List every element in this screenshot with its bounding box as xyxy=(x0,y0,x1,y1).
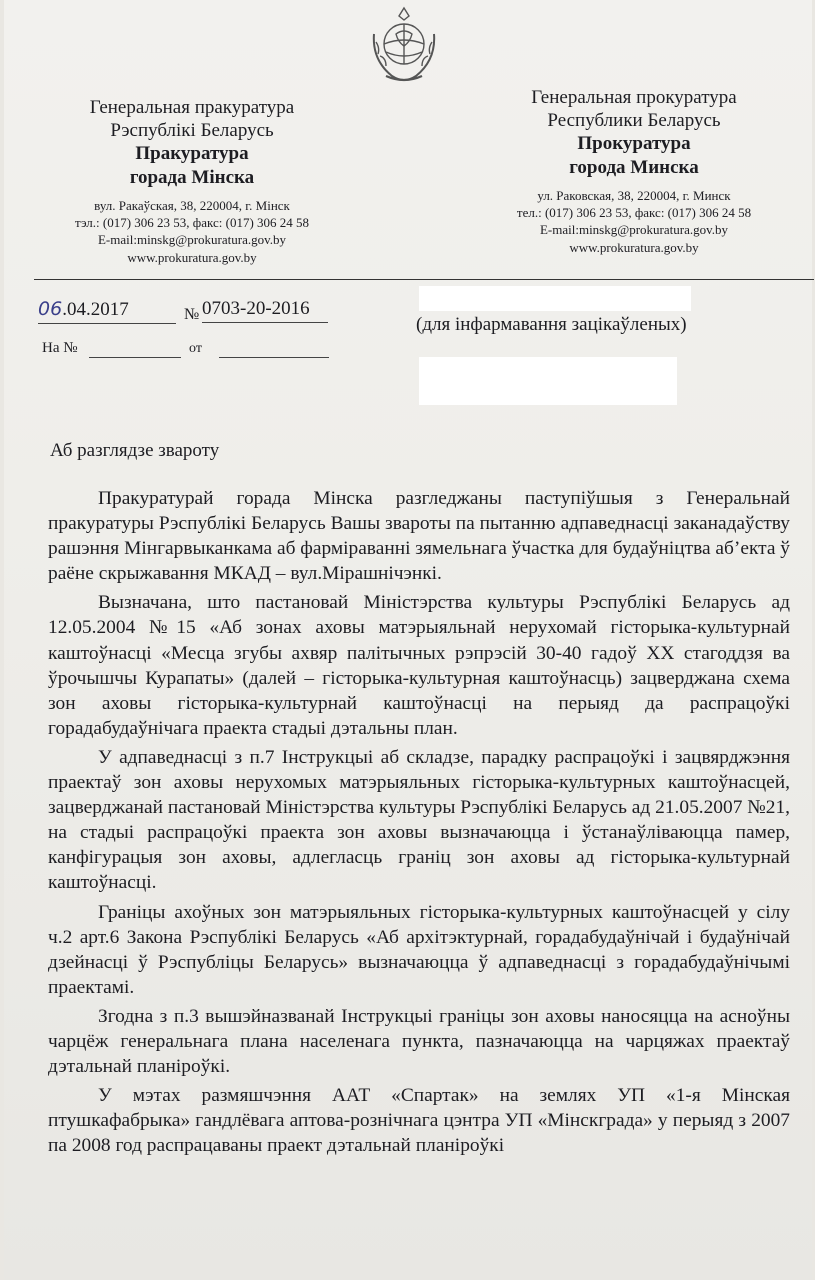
redaction-box xyxy=(419,357,677,405)
redaction-box xyxy=(419,286,691,311)
org-name-line: Рэспублікі Беларусь xyxy=(110,120,274,142)
org-title-line: горада Мінска xyxy=(129,166,255,188)
org-name-line: Республики Беларусь xyxy=(547,110,721,132)
document-page xyxy=(4,0,812,1280)
header-divider xyxy=(34,279,814,280)
org-name-line: Генеральная прокуратура xyxy=(531,87,737,108)
letter-body xyxy=(48,486,790,1158)
org-email: E-mail:minskg@prokuratura.gov.by xyxy=(97,232,287,248)
document-date xyxy=(38,298,176,324)
paragraph: Вызначана, што пастановай Міністэрства культуры Рэспублікі Беларусь ад 12.05.2004 №15 «Аб зонах аховы матэрыяльнай нерухомай гісторыка-культурнай каштоўнасці «Месца згубы ахвяр палітычных рэпрэсій 30-40 гадоў XX стагоддзя ва ўрочышчы Курапаты» (далей – гісторыка-культурная каштоўнасць) зацверджана схема зон аховы гісторыка-культурнай каштоўнасці на перыяд да распрацоўкі горадабудаўнічага праекта стадыі дэтальны план. xyxy=(48,592,790,739)
org-website: www.prokuratura.gov.by xyxy=(569,239,699,255)
reference-blank xyxy=(89,357,181,358)
org-website: www.prokuratura.gov.by xyxy=(127,249,257,265)
org-title-line: города Минска xyxy=(569,156,699,178)
date-month-year: .04.2017 xyxy=(62,299,129,320)
from-blank xyxy=(219,357,329,358)
org-email: E-mail:minskg@prokuratura.gov.by xyxy=(539,222,729,238)
reference-label: На № xyxy=(42,340,78,356)
org-phone: тэл.: (017) 306 23 53, факс: (017) 306 24 58 xyxy=(74,214,310,230)
paragraph: Граніцы ахоўных зон матэрыяльных гісторыка-культурных каштоўнасцей у сілу ч.2 арт.6 Закона Рэспублікі Беларусь «Аб архітэктурнай, горадабудаўнічай і будаўнічай дзейнасці ў Рэспубліцы Беларусь» вызначаюцца ў адпаведнасці з горадабудаўнічымі праектамі. xyxy=(48,901,790,998)
org-phone: тел.: (017) 306 23 53, факс: (017) 306 24 58 xyxy=(516,204,752,220)
paragraph: Пракуратурай горада Мінска разгледжаны паступіўшыя з Генеральнай пракуратуры Рэспублікі Беларусь Вашы звароты па пытанню адпаведнасці заканадаўству рашэння Мінгарвыканкама аб фарміраванні зямельнага ўчастка для будаўніцтва аб’екта ў раёне скрыжавання МКАД – вул.Мірашнічэнкі. xyxy=(48,488,790,585)
from-label: от xyxy=(189,341,202,356)
header-russian xyxy=(474,86,794,256)
state-emblem-icon xyxy=(366,4,442,84)
org-address: вул. Ракаўская, 38, 220004, г. Мінск xyxy=(94,197,290,213)
header-belarusian xyxy=(44,96,340,266)
org-title-line: Прокуратура xyxy=(577,133,691,155)
addressee-note: (для інфармавання зацікаўленых) xyxy=(416,314,687,335)
letter-subject: Аб разглядзе звароту xyxy=(50,440,220,461)
number-label: № xyxy=(184,306,200,323)
registration-number: 0703-20-2016 xyxy=(202,298,328,323)
org-title-line: Пракуратура xyxy=(135,143,249,165)
org-address: ул. Раковская, 38, 220004, г. Минск xyxy=(537,187,731,203)
paragraph: Згодна з п.3 вышэйназванай Інструкцыі граніцы зон аховы наносяцца на асноўны чарцёж генеральнага плана населенага пункта, пазначаюцца на чарцяжах праектаў дэтальнай планіроўкі. xyxy=(48,1005,790,1078)
org-name-line: Генеральная пракуратура xyxy=(89,97,295,118)
paragraph: У мэтах размяшчэння ААТ «Спартак» на землях УП «1-я Мінская птушкафабрыка» гандлёвага аптова-рознічнага цэнтра УП «Мінскграда» у перыяд з 2007 па 2008 год распрацаваны праект дэтальнай планіроўкі xyxy=(48,1085,790,1157)
handwritten-day: 06 xyxy=(38,298,63,320)
paragraph: У адпаведнасці з п.7 Інструкцыі аб складзе, парадку распрацоўкі і зацвярджэння праектаў зон аховы нерухомых матэрыяльных гісторыка-культурных каштоўнасцей, зацверджанай пастановай Міністэрства культуры Рэспублікі Беларусь ад 21.05.2007 №21, на стадыі распрацоўкі праекта зон аховы вызначаюцца і ўстанаўліваюцца памер, канфігурацыя зон аховы, адлегласць граніц зон аховы ад гісторыка-культурнай каштоўнасці. xyxy=(48,746,790,894)
